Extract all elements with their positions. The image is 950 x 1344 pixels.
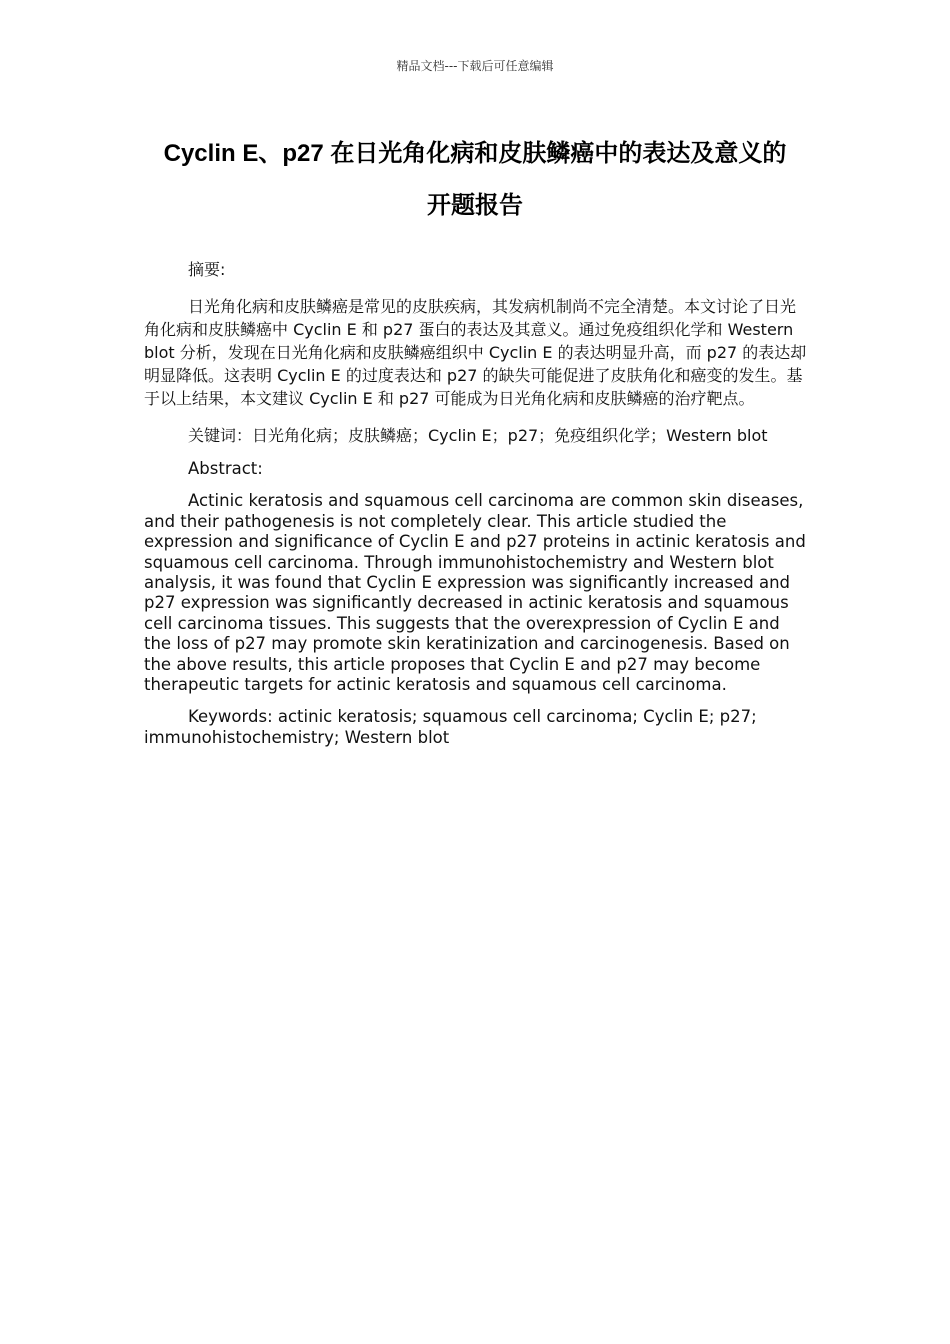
title-line-1: Cyclin E、p27 在日光角化病和皮肤鳞癌中的表达及意义的 — [163, 140, 787, 167]
page-header: 精品文档---下载后可任意编辑 — [396, 59, 554, 73]
document-title — [130, 128, 820, 232]
keywords-en: Keywords: actinic keratosis; squamous cell carcinoma; Cyclin E; p27; immunohistochemistry; Western blot — [144, 707, 757, 747]
abstract-cn-heading: 摘要: — [188, 260, 226, 279]
document-body — [144, 258, 808, 748]
abstract-en-body: Actinic keratosis and squamous cell carcinoma are common skin diseases, and their pathogenesis is not completely clear. This article studied the expression and significance of Cyclin E and p27 proteins in actinic keratosis and squamous cell carcinoma. Through immunohistochemistry and Western blot analysis, it was found that Cyclin E expression was significantly increased and p27 expression was significantly decreased in actinic keratosis and squamous cell carcinoma tissues. This suggests that the overexpression of Cyclin E and the loss of p27 may promote skin keratinization and carcinogenesis. Based on the above results, this article proposes that Cyclin E and p27 may become therapeutic targets for actinic keratosis and squamous cell carcinoma. — [144, 491, 806, 695]
abstract-en-heading: Abstract: — [188, 459, 263, 478]
title-line-2: 开题报告 — [427, 192, 523, 219]
abstract-cn-body: 日光角化病和皮肤鳞癌是常见的皮肤疾病，其发病机制尚不完全清楚。本文讨论了日光角化病和皮肤鳞癌中 Cyclin E 和 p27 蛋白的表达及其意义。通过免疫组织化学和 Western blot 分析，发现在日光角化病和皮肤鳞癌组织中 Cyclin E 的表达明显升高，而 p27 的表达却明显降低。这表明 Cyclin E 的过度表达和 p27 的缺失可能促进了皮肤角化和癌变的发生。基于以上结果，本文建议 Cyclin E 和 p27 可能成为日光角化病和皮肤鳞癌的治疗靶点。 — [144, 297, 807, 408]
keywords-cn: 关键词：日光角化病；皮肤鳞癌；Cyclin E；p27；免疫组织化学；Western blot — [188, 426, 768, 445]
